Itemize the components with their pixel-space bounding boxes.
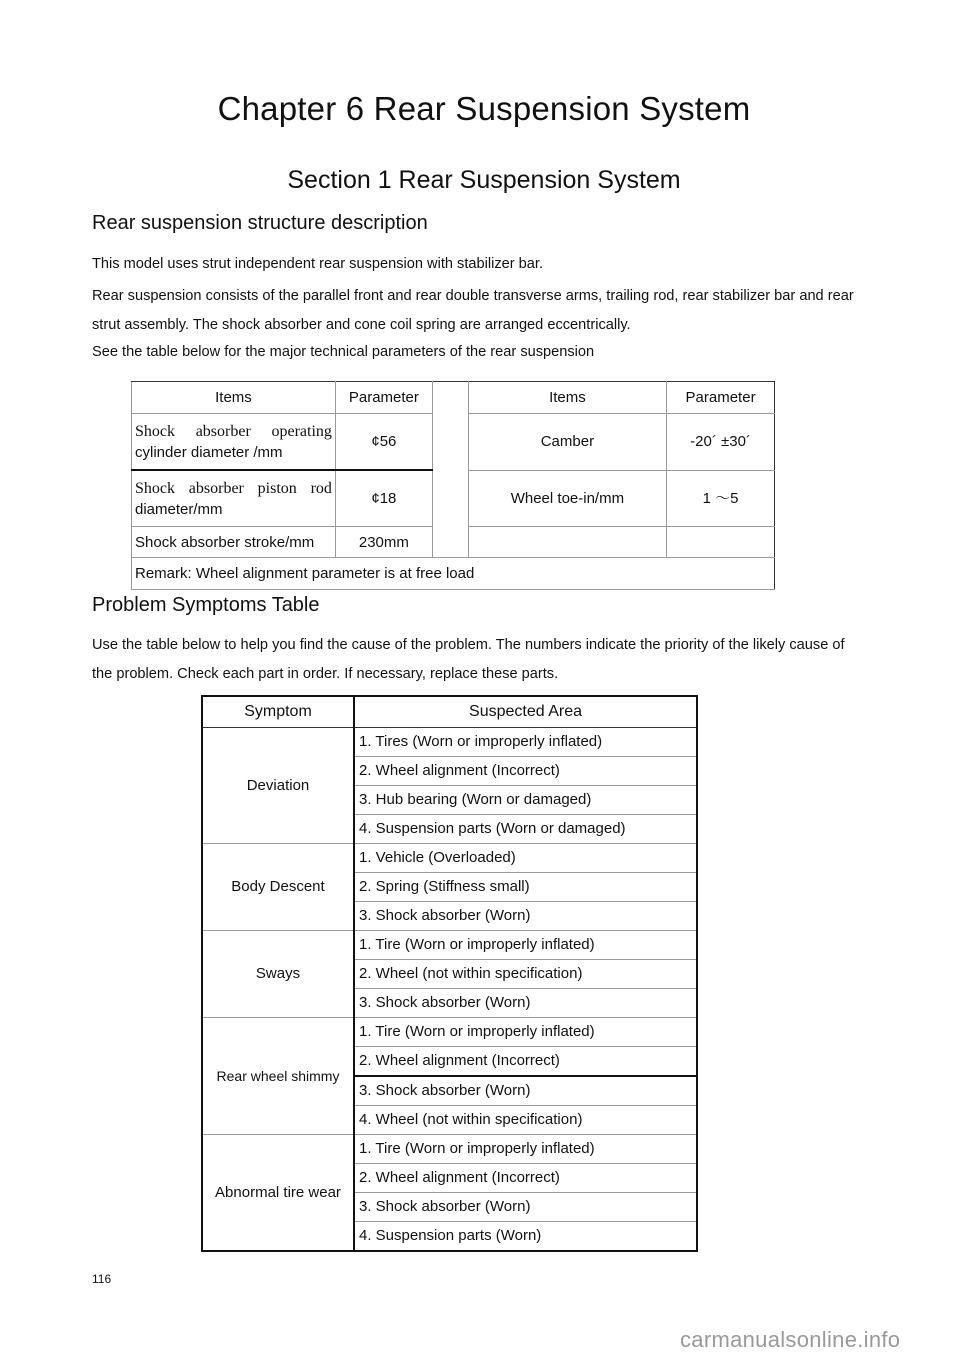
symptom-body-descent: Body Descent bbox=[202, 844, 354, 931]
suspected-area: 2. Wheel alignment (Incorrect) bbox=[354, 1047, 697, 1077]
suspected-area: 3. Hub bearing (Worn or damaged) bbox=[354, 786, 697, 815]
section-title: Section 1 Rear Suspension System bbox=[287, 166, 681, 194]
symptom-row bbox=[202, 1018, 697, 1047]
structure-heading: Rear suspension structure description bbox=[92, 212, 428, 234]
symptoms-header-row bbox=[202, 696, 697, 728]
symptom-rear-wheel-shimmy: Rear wheel shimmy bbox=[202, 1018, 354, 1135]
suspected-area: 1. Tires (Worn or improperly inflated) bbox=[354, 728, 697, 757]
symptom-row bbox=[202, 844, 697, 873]
param-item-cylinder-diameter: Shock absorber operating cylinder diameter /mm bbox=[132, 414, 336, 471]
spacer-column bbox=[432, 382, 468, 558]
suspected-area: 3. Shock absorber (Worn) bbox=[354, 1193, 697, 1222]
structure-paragraph-2: Rear suspension consists of the parallel front and rear double transverse arms, trailing rod, rear stabilizer bar and rear strut assembly. The shock absorber and cone coil spring are arranged eccentrically. bbox=[92, 288, 854, 333]
suspected-area: 2. Spring (Stiffness small) bbox=[354, 873, 697, 902]
suspected-area: 2. Wheel alignment (Incorrect) bbox=[354, 757, 697, 786]
symptom-deviation: Deviation bbox=[202, 728, 354, 844]
symptom-row bbox=[202, 728, 697, 757]
suspected-area: 1. Vehicle (Overloaded) bbox=[354, 844, 697, 873]
param-value-cylinder-diameter: ¢56 bbox=[335, 414, 432, 471]
symptoms-intro: Use the table below to help you find the cause of the problem. The numbers indicate the priority of the likely cause of the problem. Check each part in order. If necessary, replace these parts. bbox=[92, 637, 845, 682]
header-suspected-area: Suspected Area bbox=[354, 696, 697, 728]
watermark-link[interactable]: carmanualsonline.info bbox=[680, 1327, 901, 1352]
header-symptom: Symptom bbox=[202, 696, 354, 728]
param-value-piston-rod-diameter: ¢18 bbox=[335, 470, 432, 527]
header-items-left: Items bbox=[132, 382, 336, 414]
symptom-abnormal-tire-wear: Abnormal tire wear bbox=[202, 1135, 354, 1252]
header-parameter-left: Parameter bbox=[335, 382, 432, 414]
suspected-area: 1. Tire (Worn or improperly inflated) bbox=[354, 931, 697, 960]
symptom-sways: Sways bbox=[202, 931, 354, 1018]
chapter-title: Chapter 6 Rear Suspension System bbox=[217, 90, 751, 127]
param-item-camber: Camber bbox=[468, 414, 666, 471]
structure-paragraph-3: See the table below for the major technical parameters of the rear suspension bbox=[92, 344, 595, 360]
param-item-piston-rod-diameter: Shock absorber piston rod diameter/mm bbox=[132, 470, 336, 527]
param-value-camber: -20´ ±30´ bbox=[667, 414, 775, 471]
suspected-area: 3. Shock absorber (Worn) bbox=[354, 989, 697, 1018]
param-item-stroke: Shock absorber stroke/mm bbox=[132, 527, 336, 558]
parameters-header-row bbox=[132, 382, 775, 414]
symptom-row bbox=[202, 1135, 697, 1164]
param-item-toe-in: Wheel toe-in/mm bbox=[468, 470, 666, 527]
symptom-row bbox=[202, 931, 697, 960]
param-value-empty bbox=[667, 527, 775, 558]
suspected-area: 3. Shock absorber (Worn) bbox=[354, 1076, 697, 1106]
suspected-area: 2. Wheel (not within specification) bbox=[354, 960, 697, 989]
suspected-area: 4. Suspension parts (Worn or damaged) bbox=[354, 815, 697, 844]
structure-paragraph-1: This model uses strut independent rear suspension with stabilizer bar. bbox=[92, 256, 544, 272]
symptoms-heading: Problem Symptoms Table bbox=[92, 594, 320, 616]
suspected-area: 4. Wheel (not within specification) bbox=[354, 1106, 697, 1135]
page-number: 116 bbox=[92, 1272, 112, 1286]
parameters-remark-row bbox=[132, 558, 775, 590]
parameters-table bbox=[131, 381, 775, 590]
param-item-empty bbox=[468, 527, 666, 558]
header-parameter-right: Parameter bbox=[667, 382, 775, 414]
suspected-area: 1. Tire (Worn or improperly inflated) bbox=[354, 1018, 697, 1047]
param-value-toe-in: 1 ～5 bbox=[667, 470, 775, 527]
symptoms-table bbox=[201, 695, 698, 1252]
suspected-area: 1. Tire (Worn or improperly inflated) bbox=[354, 1135, 697, 1164]
suspected-area: 2. Wheel alignment (Incorrect) bbox=[354, 1164, 697, 1193]
suspected-area: 3. Shock absorber (Worn) bbox=[354, 902, 697, 931]
header-items-right: Items bbox=[468, 382, 666, 414]
parameters-remark: Remark: Wheel alignment parameter is at free load bbox=[132, 558, 775, 590]
suspected-area: 4. Suspension parts (Worn) bbox=[354, 1222, 697, 1252]
param-value-stroke: 230mm bbox=[335, 527, 432, 558]
